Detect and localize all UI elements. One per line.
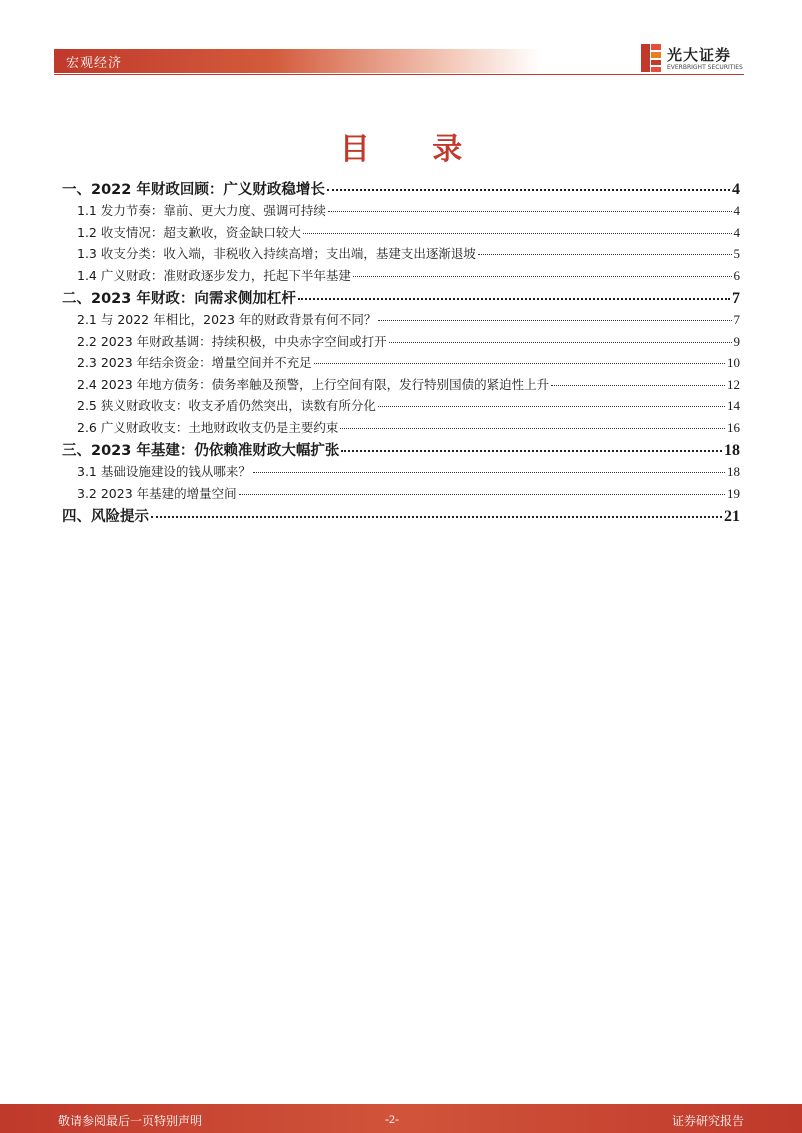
- header-bar: [54, 49, 540, 73]
- footer-report-type: 证券研究报告: [671, 1114, 744, 1128]
- toc-entry-title: 1.3 收支分类：收入端，非税收入持续高增；支出端，基建支出逐渐退坡: [77, 246, 476, 261]
- toc-chapter[interactable]: [62, 178, 740, 201]
- toc-entry-title: 3.1 基础设施建设的钱从哪来？: [77, 464, 251, 479]
- toc-leader-dots: [378, 406, 725, 407]
- toc-entry-page: 4: [732, 181, 740, 198]
- toc-entry-page: 7: [733, 312, 740, 327]
- toc-entry-page: 12: [727, 376, 740, 392]
- toc-leader-dots: [353, 276, 732, 277]
- toc-leader-dots: [551, 385, 725, 386]
- toc-section[interactable]: [62, 462, 740, 484]
- toc-entry-title: 二、2023 年财政：向需求侧加杠杆: [62, 291, 296, 307]
- everbright-logo-icon: [640, 43, 662, 73]
- footer-disclaimer: 敬请参阅最后一页特别声明: [58, 1114, 203, 1128]
- toc-chapter[interactable]: [62, 505, 740, 528]
- toc-entry-page: 10: [727, 355, 740, 370]
- table-of-contents: [62, 178, 740, 528]
- toc-entry-page: 4: [733, 203, 740, 218]
- toc-entry-page: 18: [724, 442, 740, 459]
- toc-section[interactable]: [62, 353, 740, 375]
- toc-entry-title: 2.2 2023 年财政基调：持续积极，中央赤字空间或打开: [77, 333, 387, 349]
- toc-entry-title: 1.1 发力节奏：靠前、更大力度、强调可持续: [77, 203, 326, 218]
- toc-entry-page: 5: [733, 246, 740, 261]
- toc-entry-page: 4: [733, 224, 740, 240]
- page-number: -2-: [385, 1112, 399, 1126]
- toc-leader-dots: [341, 450, 722, 452]
- section-label: 宏观经济: [66, 56, 123, 71]
- toc-section[interactable]: [62, 484, 740, 506]
- toc-section[interactable]: [62, 332, 740, 354]
- toc-leader-dots: [314, 363, 725, 364]
- toc-leader-dots: [303, 233, 732, 234]
- toc-entry-page: 9: [733, 333, 740, 349]
- toc-leader-dots: [328, 211, 732, 212]
- toc-leader-dots: [340, 428, 725, 429]
- toc-entry-title: 一、2022 年财政回顾：广义财政稳增长: [62, 182, 325, 198]
- toc-section[interactable]: [62, 266, 740, 288]
- toc-entry-title: 1.2 收支情况：超支歉收，资金缺口较大: [77, 224, 301, 240]
- toc-entry-title: 2.4 2023 年地方债务：债务率触及预警，上行空间有限，发行特别国债的紧迫性上升: [77, 376, 550, 392]
- toc-section[interactable]: [62, 418, 740, 440]
- toc-entry-page: 19: [727, 485, 740, 501]
- toc-section[interactable]: [62, 310, 740, 332]
- toc-entry-title: 1.4 广义财政：准财政逐步发力，托起下半年基建: [77, 267, 351, 283]
- toc-entry-title: 四、风险提示: [62, 509, 149, 525]
- toc-entry-page: 18: [727, 464, 740, 479]
- toc-leader-dots: [151, 516, 722, 518]
- toc-leader-dots: [327, 189, 730, 191]
- toc-entry-title: 2.1 与 2022 年相比，2023 年的财政背景有何不同？: [77, 312, 377, 327]
- toc-leader-dots: [239, 494, 725, 495]
- toc-entry-title: 2.3 2023 年结余资金：增量空间并不充足: [77, 355, 312, 370]
- toc-leader-dots: [253, 472, 725, 473]
- toc-entry-page: 7: [732, 290, 740, 307]
- page-title: 目 录: [339, 132, 489, 167]
- toc-entry-page: 14: [727, 398, 740, 413]
- toc-section[interactable]: [62, 201, 740, 223]
- toc-entry-title: 2.5 狭义财政收支：收支矛盾仍然突出，读数有所分化: [77, 398, 376, 413]
- company-logo: [640, 43, 750, 75]
- toc-chapter[interactable]: [62, 287, 740, 310]
- toc-entry-page: 16: [727, 419, 740, 435]
- toc-entry-page: 6: [733, 267, 740, 283]
- toc-leader-dots: [378, 320, 731, 321]
- toc-chapter[interactable]: [62, 439, 740, 462]
- toc-entry-title: 2.6 广义财政收支：土地财政收支仍是主要约束: [77, 419, 339, 435]
- toc-entry-title: 三、2023 年基建：仍依赖准财政大幅扩张: [62, 443, 340, 459]
- toc-section[interactable]: [62, 375, 740, 397]
- toc-entry-page: 21: [724, 508, 740, 525]
- toc-entry-title: 3.2 2023 年基建的增量空间: [77, 485, 237, 501]
- toc-section[interactable]: [62, 223, 740, 245]
- logo-text-en: EVERBRIGHT SECURITIES: [667, 64, 743, 71]
- logo-text-cn: 光大证券: [667, 46, 732, 64]
- toc-leader-dots: [298, 298, 730, 300]
- toc-leader-dots: [389, 342, 732, 343]
- toc-section[interactable]: [62, 244, 740, 266]
- toc-leader-dots: [478, 254, 732, 255]
- toc-section[interactable]: [62, 396, 740, 418]
